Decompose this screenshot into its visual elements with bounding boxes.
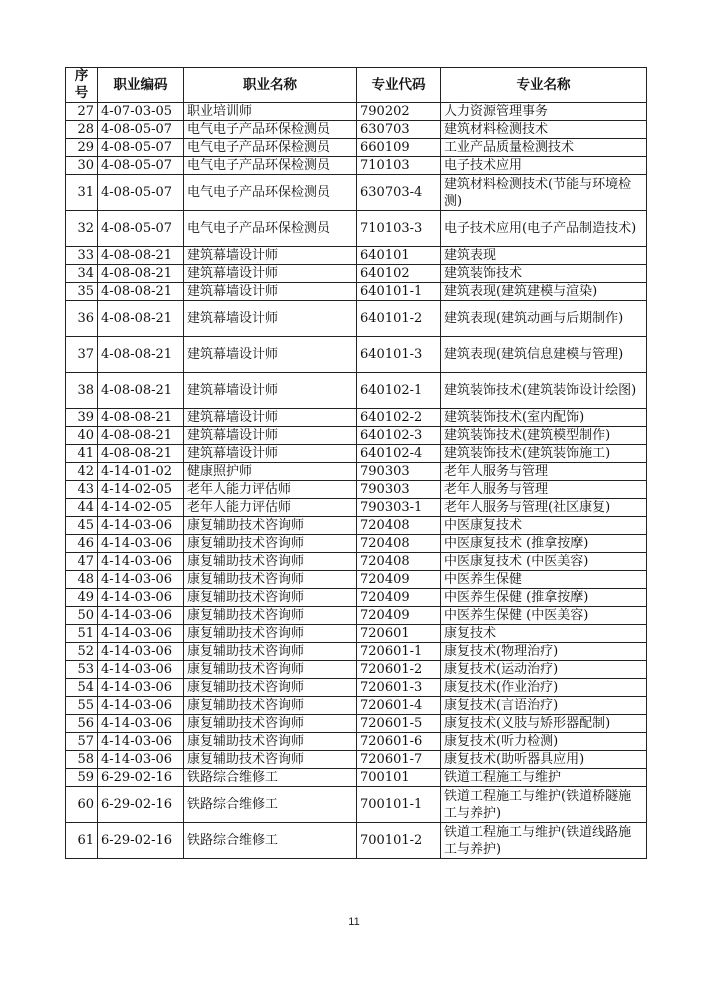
occupation-name-cell: 建筑幕墙设计师 [184,373,357,409]
major-code-cell: 720408 [357,553,441,571]
occupation-code-cell: 4-14-03-06 [98,751,184,769]
major-name-cell: 建筑表现(建筑建模与渲染) [441,283,647,301]
table-row [66,103,647,121]
occupation-name-cell: 电气电子产品环保检测员 [184,211,357,247]
serial-cell: 56 [66,715,98,733]
major-name-cell: 康复技术(助听器具应用) [441,751,647,769]
table-row [66,409,647,427]
occupation-name-cell: 康复辅助技术咨询师 [184,625,357,643]
occupation-name-cell: 康复辅助技术咨询师 [184,697,357,715]
serial-cell: 40 [66,427,98,445]
serial-cell: 43 [66,481,98,499]
occupation-name-cell: 康复辅助技术咨询师 [184,661,357,679]
major-code-cell: 640102-3 [357,427,441,445]
serial-cell: 28 [66,121,98,139]
occupation-name-cell: 建筑幕墙设计师 [184,247,357,265]
major-name-cell: 建筑材料检测技术 [441,121,647,139]
major-name-cell: 工业产品质量检测技术 [441,139,647,157]
major-code-cell: 720601-3 [357,679,441,697]
table-row [66,769,647,787]
occupation-name-cell: 康复辅助技术咨询师 [184,571,357,589]
serial-cell: 54 [66,679,98,697]
major-name-cell: 康复技术(运动治疗) [441,661,647,679]
major-code-cell: 640101 [357,247,441,265]
occupation-code-cell: 4-14-02-05 [98,499,184,517]
major-code-cell: 720601-4 [357,697,441,715]
occupation-code-cell: 4-08-08-21 [98,265,184,283]
occupation-code-cell: 4-14-03-06 [98,643,184,661]
serial-cell: 27 [66,103,98,121]
occupation-name-cell: 康复辅助技术咨询师 [184,535,357,553]
serial-cell: 49 [66,589,98,607]
major-code-cell: 710103-3 [357,211,441,247]
major-name-cell: 建筑材料检测技术(节能与环境检测) [441,175,647,211]
table-row [66,787,647,823]
major-code-cell: 640102 [357,265,441,283]
serial-cell: 34 [66,265,98,283]
occupation-name-cell: 职业培训师 [184,103,357,121]
major-name-cell: 人力资源管理事务 [441,103,647,121]
serial-cell: 29 [66,139,98,157]
occupation-code-cell: 4-08-05-07 [98,157,184,175]
occupation-major-table [65,67,647,859]
table-row [66,517,647,535]
major-code-cell: 720601-5 [357,715,441,733]
table-row [66,247,647,265]
occupation-name-cell: 康复辅助技术咨询师 [184,733,357,751]
major-name-cell: 铁道工程施工与维护(铁道桥隧施工与养护) [441,787,647,823]
occupation-name-cell: 建筑幕墙设计师 [184,427,357,445]
table-row [66,427,647,445]
header-major-code: 专业代码 [357,68,441,103]
major-code-cell: 790303 [357,463,441,481]
major-code-cell: 720408 [357,535,441,553]
table-row [66,751,647,769]
major-name-cell: 老年人服务与管理 [441,481,647,499]
major-code-cell: 790303-1 [357,499,441,517]
occupation-name-cell: 老年人能力评估师 [184,499,357,517]
occupation-code-cell: 4-08-05-07 [98,211,184,247]
occupation-name-cell: 铁路综合维修工 [184,787,357,823]
serial-cell: 61 [66,823,98,859]
table-row [66,607,647,625]
serial-cell: 31 [66,175,98,211]
serial-cell: 41 [66,445,98,463]
major-name-cell: 中医康复技术 (推拿按摩) [441,535,647,553]
table-row [66,373,647,409]
occupation-name-cell: 健康照护师 [184,463,357,481]
table-row [66,553,647,571]
serial-cell: 46 [66,535,98,553]
occupation-code-cell: 6-29-02-16 [98,823,184,859]
serial-cell: 37 [66,337,98,373]
serial-cell: 30 [66,157,98,175]
serial-cell: 42 [66,463,98,481]
serial-cell: 38 [66,373,98,409]
serial-cell: 60 [66,787,98,823]
table-row [66,733,647,751]
major-code-cell: 790202 [357,103,441,121]
major-name-cell: 建筑装饰技术(建筑装饰设计绘图) [441,373,647,409]
major-name-cell: 电子技术应用 [441,157,647,175]
occupation-name-cell: 康复辅助技术咨询师 [184,751,357,769]
occupation-code-cell: 4-08-05-07 [98,139,184,157]
major-name-cell: 铁道工程施工与维护 [441,769,647,787]
major-name-cell: 康复技术(物理治疗) [441,643,647,661]
occupation-code-cell: 4-07-03-05 [98,103,184,121]
major-code-cell: 720601 [357,625,441,643]
major-code-cell: 640101-3 [357,337,441,373]
serial-cell: 36 [66,301,98,337]
occupation-code-cell: 4-08-08-21 [98,283,184,301]
occupation-code-cell: 4-14-03-06 [98,553,184,571]
major-name-cell: 康复技术(义肢与矫形器配制) [441,715,647,733]
occupation-code-cell: 4-14-03-06 [98,697,184,715]
occupation-code-cell: 4-14-03-06 [98,571,184,589]
occupation-code-cell: 4-08-08-21 [98,247,184,265]
major-name-cell: 中医养生保健 (推拿按摩) [441,589,647,607]
occupation-name-cell: 建筑幕墙设计师 [184,265,357,283]
serial-cell: 48 [66,571,98,589]
serial-cell: 53 [66,661,98,679]
table-row [66,625,647,643]
table-header-row [66,68,647,103]
header-occupation-name: 职业名称 [184,68,357,103]
occupation-code-cell: 6-29-02-16 [98,769,184,787]
major-name-cell: 中医康复技术 (中医美容) [441,553,647,571]
header-major-name: 专业名称 [441,68,647,103]
occupation-name-cell: 电气电子产品环保检测员 [184,157,357,175]
table-row [66,211,647,247]
table-row [66,679,647,697]
table-row [66,481,647,499]
serial-cell: 39 [66,409,98,427]
major-name-cell: 老年人服务与管理(社区康复) [441,499,647,517]
major-code-cell: 630703-4 [357,175,441,211]
occupation-code-cell: 4-08-08-21 [98,373,184,409]
occupation-name-cell: 老年人能力评估师 [184,481,357,499]
major-code-cell: 720601-6 [357,733,441,751]
serial-cell: 52 [66,643,98,661]
major-code-cell: 720408 [357,517,441,535]
occupation-code-cell: 6-29-02-16 [98,787,184,823]
major-name-cell: 老年人服务与管理 [441,463,647,481]
serial-cell: 57 [66,733,98,751]
occupation-code-cell: 4-14-03-06 [98,661,184,679]
major-code-cell: 700101-1 [357,787,441,823]
major-name-cell: 建筑装饰技术(室内配饰) [441,409,647,427]
major-code-cell: 720601-7 [357,751,441,769]
occupation-name-cell: 铁路综合维修工 [184,823,357,859]
major-code-cell: 660109 [357,139,441,157]
table-row [66,283,647,301]
occupation-code-cell: 4-14-03-06 [98,607,184,625]
occupation-code-cell: 4-14-03-06 [98,715,184,733]
occupation-code-cell: 4-08-08-21 [98,409,184,427]
major-code-cell: 630703 [357,121,441,139]
serial-cell: 58 [66,751,98,769]
occupation-name-cell: 康复辅助技术咨询师 [184,643,357,661]
major-code-cell: 640102-4 [357,445,441,463]
table-row [66,265,647,283]
table-row [66,175,647,211]
occupation-name-cell: 康复辅助技术咨询师 [184,715,357,733]
table-row [66,661,647,679]
occupation-code-cell: 4-08-08-21 [98,301,184,337]
major-name-cell: 建筑表现 [441,247,647,265]
major-name-cell: 铁道工程施工与维护(铁道线路施工与养护) [441,823,647,859]
major-code-cell: 640102-1 [357,373,441,409]
major-name-cell: 康复技术(听力检测) [441,733,647,751]
major-code-cell: 640101-2 [357,301,441,337]
occupation-code-cell: 4-08-05-07 [98,121,184,139]
table-row [66,697,647,715]
major-name-cell: 建筑装饰技术(建筑模型制作) [441,427,647,445]
occupation-code-cell: 4-14-03-06 [98,535,184,553]
major-code-cell: 700101-2 [357,823,441,859]
table-row [66,139,647,157]
major-code-cell: 790303 [357,481,441,499]
table-row [66,823,647,859]
major-name-cell: 建筑装饰技术 [441,265,647,283]
occupation-code-cell: 4-08-08-21 [98,427,184,445]
major-code-cell: 720409 [357,589,441,607]
serial-cell: 32 [66,211,98,247]
occupation-name-cell: 建筑幕墙设计师 [184,301,357,337]
occupation-code-cell: 4-14-03-06 [98,733,184,751]
serial-cell: 33 [66,247,98,265]
major-code-cell: 640102-2 [357,409,441,427]
occupation-name-cell: 建筑幕墙设计师 [184,445,357,463]
table-row [66,715,647,733]
occupation-name-cell: 铁路综合维修工 [184,769,357,787]
table-row [66,121,647,139]
serial-cell: 45 [66,517,98,535]
major-code-cell: 700101 [357,769,441,787]
major-code-cell: 640101-1 [357,283,441,301]
occupation-name-cell: 康复辅助技术咨询师 [184,589,357,607]
serial-cell: 47 [66,553,98,571]
occupation-name-cell: 康复辅助技术咨询师 [184,679,357,697]
major-name-cell: 中医养生保健 (中医美容) [441,607,647,625]
page-number: 11 [348,916,360,928]
occupation-code-cell: 4-14-03-06 [98,517,184,535]
occupation-name-cell: 电气电子产品环保检测员 [184,121,357,139]
occupation-code-cell: 4-08-05-07 [98,175,184,211]
table-row [66,571,647,589]
major-code-cell: 720409 [357,571,441,589]
occupation-code-cell: 4-14-02-05 [98,481,184,499]
occupation-code-cell: 4-14-03-06 [98,679,184,697]
occupation-name-cell: 康复辅助技术咨询师 [184,607,357,625]
major-code-cell: 710103 [357,157,441,175]
occupation-code-cell: 4-14-01-02 [98,463,184,481]
table-row [66,643,647,661]
table-row [66,445,647,463]
header-serial: 序号 [66,68,98,103]
occupation-name-cell: 建筑幕墙设计师 [184,283,357,301]
table-row [66,589,647,607]
serial-cell: 35 [66,283,98,301]
major-name-cell: 建筑表现(建筑信息建模与管理) [441,337,647,373]
occupation-name-cell: 建筑幕墙设计师 [184,337,357,373]
major-name-cell: 电子技术应用(电子产品制造技术) [441,211,647,247]
table-row [66,301,647,337]
occupation-code-cell: 4-08-08-21 [98,445,184,463]
serial-cell: 55 [66,697,98,715]
occupation-name-cell: 电气电子产品环保检测员 [184,139,357,157]
major-code-cell: 720601-1 [357,643,441,661]
table-row [66,499,647,517]
header-occupation-code: 职业编码 [98,68,184,103]
major-name-cell: 建筑表现(建筑动画与后期制作) [441,301,647,337]
major-code-cell: 720601-2 [357,661,441,679]
table-body [66,103,647,859]
occupation-code-cell: 4-14-03-06 [98,589,184,607]
table-row [66,157,647,175]
major-name-cell: 康复技术(作业治疗) [441,679,647,697]
major-name-cell: 建筑装饰技术(建筑装饰施工) [441,445,647,463]
serial-cell: 44 [66,499,98,517]
table-row [66,535,647,553]
occupation-name-cell: 康复辅助技术咨询师 [184,553,357,571]
occupation-name-cell: 建筑幕墙设计师 [184,409,357,427]
occupation-code-cell: 4-08-08-21 [98,337,184,373]
serial-cell: 50 [66,607,98,625]
major-name-cell: 中医康复技术 [441,517,647,535]
occupation-code-cell: 4-14-03-06 [98,625,184,643]
major-name-cell: 中医养生保健 [441,571,647,589]
serial-cell: 59 [66,769,98,787]
occupation-name-cell: 康复辅助技术咨询师 [184,517,357,535]
table-row [66,463,647,481]
serial-cell: 51 [66,625,98,643]
major-code-cell: 720409 [357,607,441,625]
occupation-name-cell: 电气电子产品环保检测员 [184,175,357,211]
major-name-cell: 康复技术(言语治疗) [441,697,647,715]
table-row [66,337,647,373]
major-name-cell: 康复技术 [441,625,647,643]
